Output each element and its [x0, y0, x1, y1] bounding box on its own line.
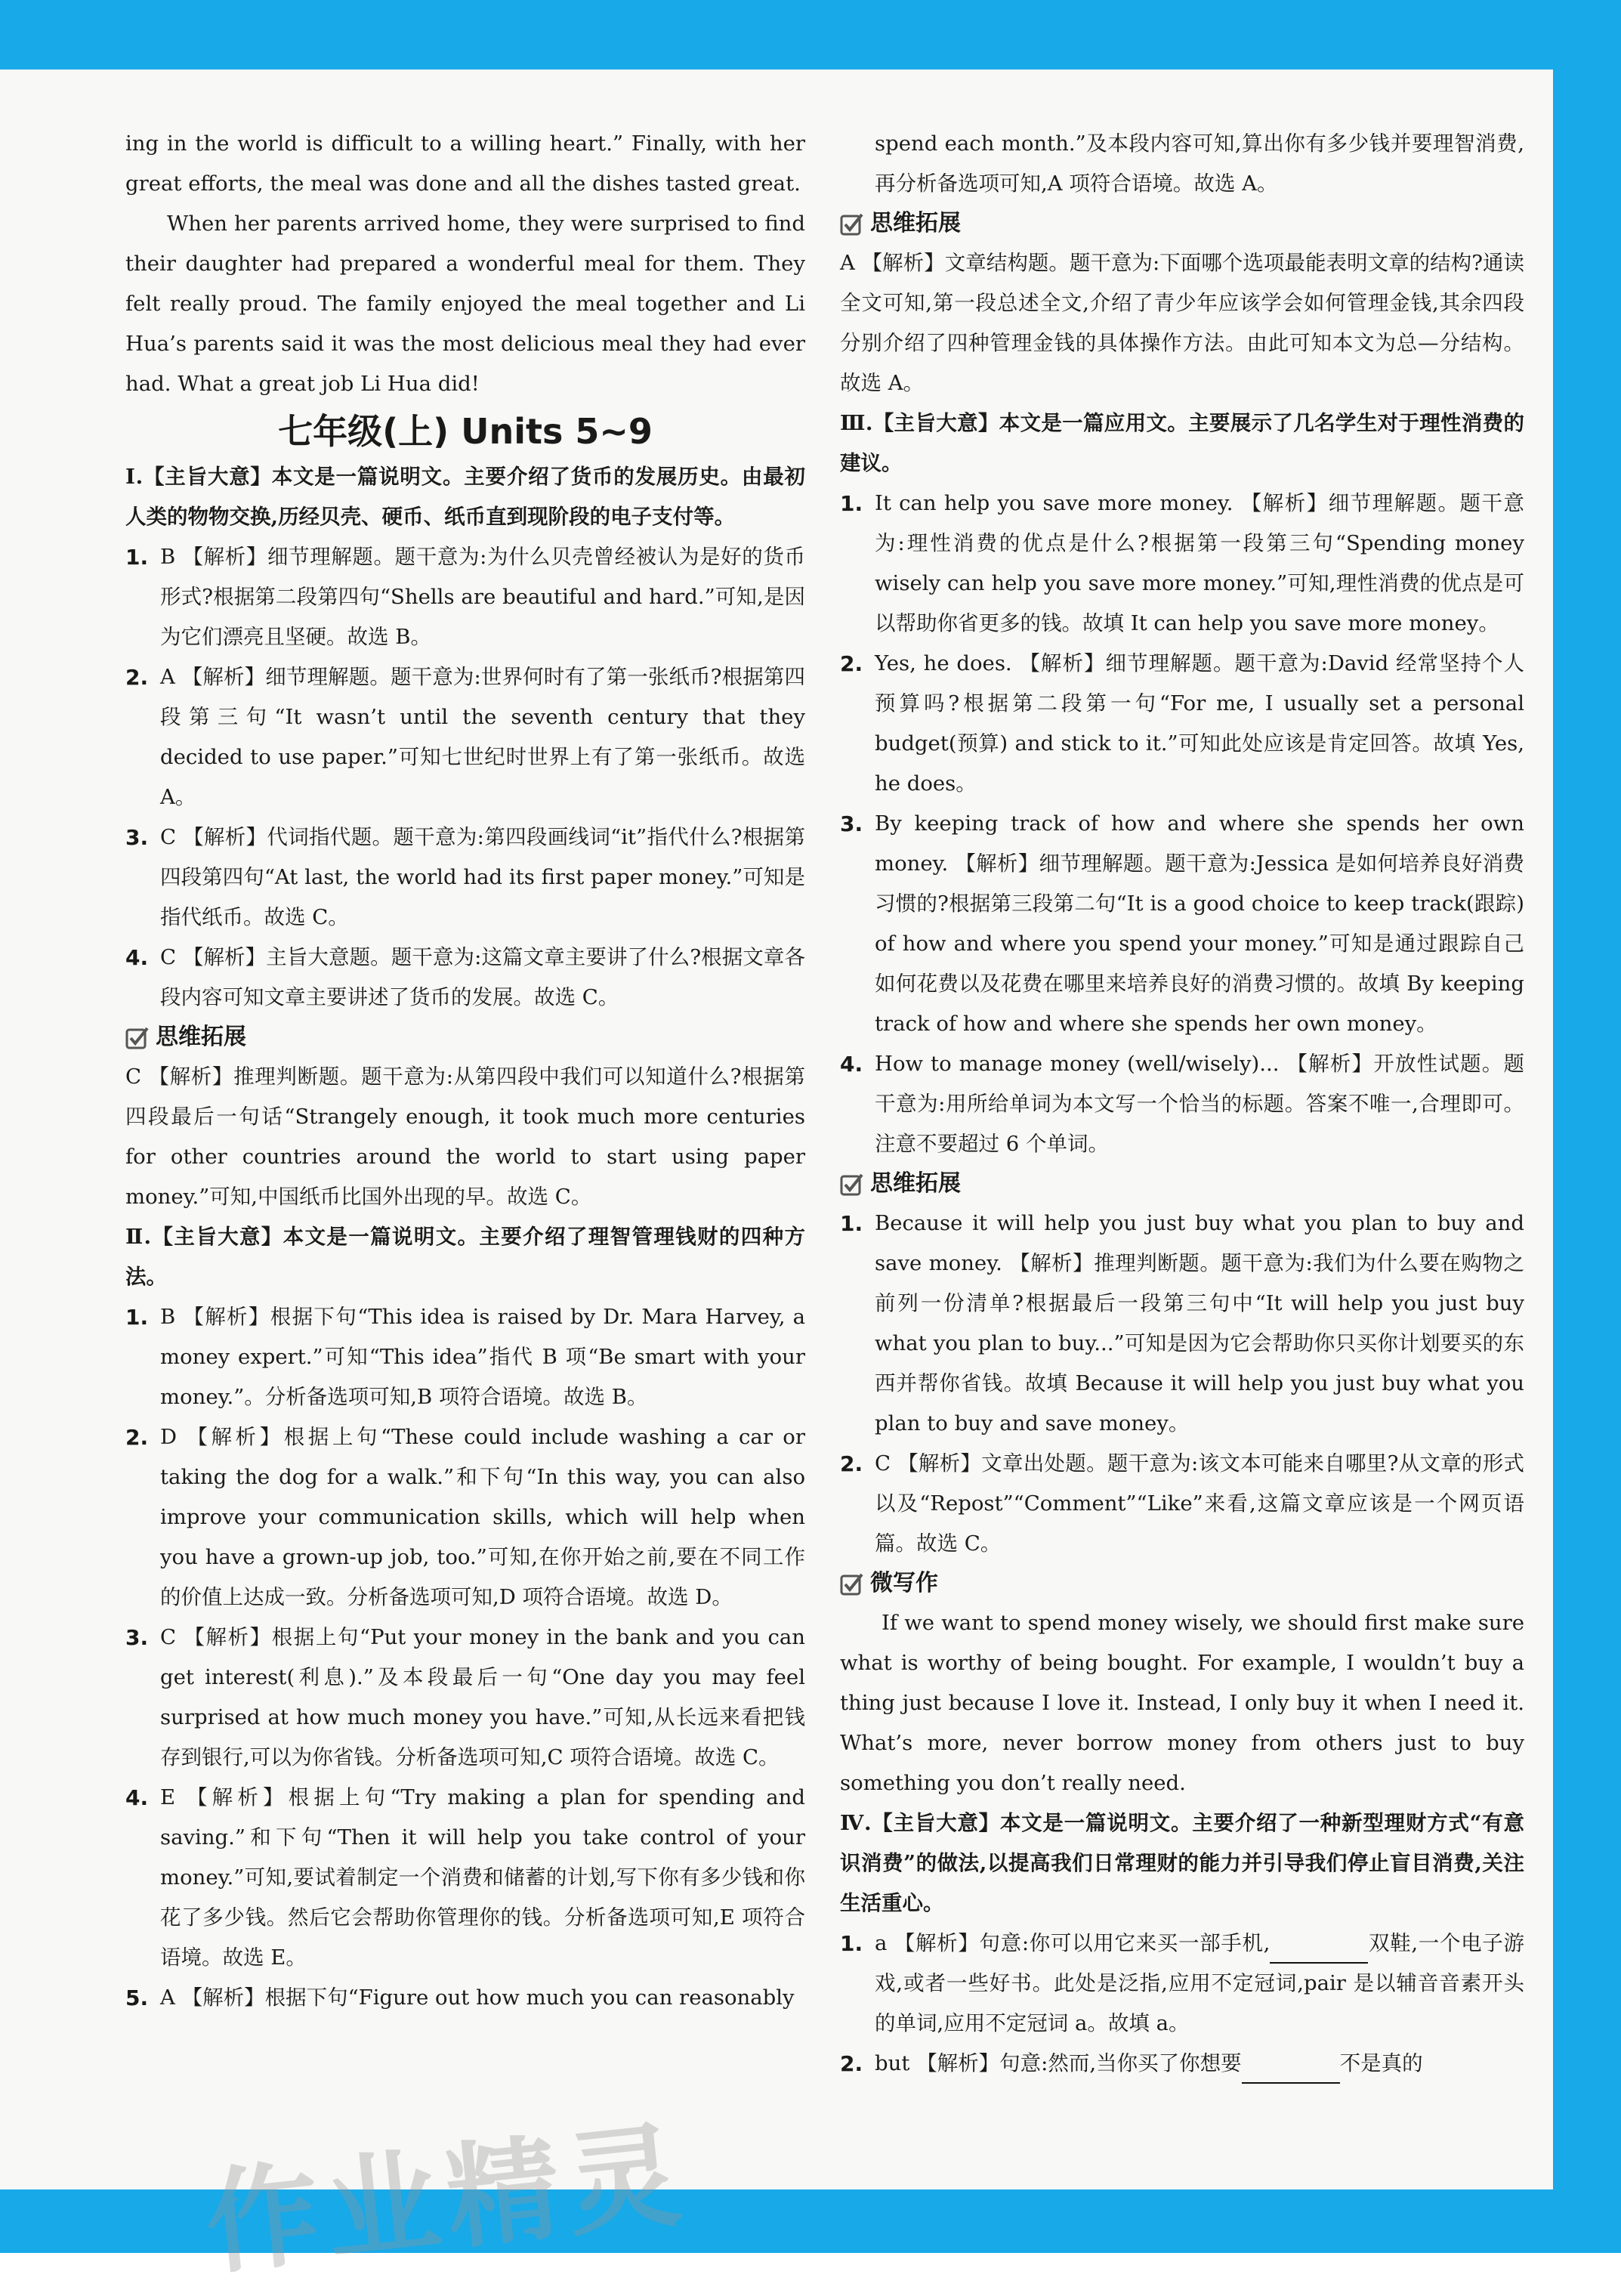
item-text	[875, 2044, 1524, 2084]
item-text: C 【解析】代词指代题。题干意为:第四段画线词“it”指代什么?根据第四段第四句“At last, the world had its first paper money.”可知是指代纸币。故选 C。	[160, 825, 805, 929]
item-text: C 【解析】主旨大意题。题干意为:这篇文章主要讲了什么?根据文章各段内容可知文章主要讲述了货币的发展。故选 C。	[160, 945, 805, 1009]
page-sheet	[0, 70, 1553, 2189]
item-number: 1.	[840, 491, 863, 516]
item-number: 5.	[125, 1985, 149, 2010]
item-text: A 【解析】细节理解题。题干意为:世界何时有了第一张纸币?根据第四段第三句“It wasn’t until the seventh century that they decided to use paper.”可知七世纪时世界上有了第一张纸币。故选 A。	[160, 665, 805, 809]
item-number: 1.	[125, 1305, 149, 1330]
part3-answer-1	[840, 484, 1524, 644]
part2-answer-4	[125, 1778, 805, 1978]
section-title: 微写作	[870, 1570, 938, 1596]
part1-answer-2	[125, 657, 805, 817]
part2-answer-1	[125, 1297, 805, 1417]
section-text: A 【解析】文章结构题。题干意为:下面哪个选项最能表明文章的结构?通读全文可知,第一段总述全文,介绍了青少年应该学会如何管理金钱,其余四段分别介绍了四种管理金钱的具体操作方法。由此可知本文为总—分结构。故选 A。	[840, 251, 1524, 395]
item-number: 2.	[125, 1425, 149, 1450]
item-text: How to manage money (well/wisely)... 【解析】开放性试题。题干意为:用所给单词为本文写一个恰当的标题。答案不唯一,合理即可。注意不要超过 6 个单词。	[875, 1052, 1524, 1156]
section-text: C 【解析】推理判断题。题干意为:从第四段中我们可以知道什么?根据第四段最后一句话“Strangely enough, it took much more centuries for other countries around the world to start using paper money.”可知,中国纸币比国外出现的早。故选 C。	[125, 1065, 805, 1209]
item-text-part: a 【解析】句意:你可以用它来买一部手机,	[875, 1931, 1271, 1955]
part4-summary: Ⅳ.【主旨大意】本文是一篇说明文。主要介绍了一种新型理财方式“有意识消费”的做法,以提高我们日常理财的能力并引导我们停止盲目消费,关注生活重心。	[840, 1811, 1524, 1915]
part2-answer-5	[125, 1978, 805, 2018]
part3-answer-4	[840, 1044, 1524, 1164]
item-text: A 【解析】根据下句“Figure out how much you can reasonably	[160, 1985, 795, 2010]
section-thinking-expansion-1	[125, 1018, 805, 1057]
section-title: 思维拓展	[156, 1024, 246, 1050]
item-text: Because it will help you just buy what you plan to buy and save money. 【解析】推理判断题。题干意为:我们为什么要在购物之前列一份清单?根据最后一段第三句中“It will help you just buy what you plan to buy...”可知是因为它会帮助你只买你计划要买的东西并帮你省钱。故填 Because it will help you just buy what you plan to buy and save money。	[875, 1211, 1524, 1435]
intro-paragraph-2: When her parents arrived home, they were surprised to find their daughter had prepared a wonderful meal for them. They felt really proud. The family enjoyed the meal together and Li Hua’s parents said it was the most delicious meal they had ever had. What a great job Li Hua did!	[125, 212, 805, 396]
part3-answer-3	[840, 804, 1524, 1044]
watermark-logo: 作业精灵	[199, 2109, 694, 2291]
part4-answer-1	[840, 1924, 1524, 2044]
item-text-part: but 【解析】句意:然而,当你买了你想要	[875, 2051, 1242, 2075]
section-thinking-expansion-2	[840, 204, 1524, 243]
intro-paragraph-1: ing in the world is difficult to a willing heart.” Finally, with her great efforts, the meal was done and all the dishes tasted great.	[125, 131, 805, 196]
checkbox-check-icon	[840, 1172, 864, 1196]
item-number: 3.	[840, 811, 863, 836]
fill-blank	[1242, 2062, 1340, 2084]
item-number: 2.	[840, 651, 863, 676]
part2-answer-2	[125, 1417, 805, 1618]
item-number: 2.	[125, 665, 149, 690]
item-text: It can help you save more money. 【解析】细节理解题。题干意为:理性消费的优点是什么?根据第一段第三句“Spending money wisely can help you save more money.”可知,理性消费的优点是可以帮助你省更多的钱。故填 It can help you save more money。	[875, 491, 1524, 635]
part1-summary: Ⅰ.【主旨大意】本文是一篇说明文。主要介绍了货币的发展历史。由最初人类的物物交换,历经贝壳、硬币、纸币直到现阶段的电子支付等。	[125, 465, 805, 529]
fill-blank	[1270, 1942, 1368, 1964]
item-number: 3.	[125, 825, 149, 850]
part1-answer-1	[125, 537, 805, 657]
item-number: 2.	[840, 1451, 863, 1476]
item-text-part: 不是真的	[1339, 2051, 1423, 2075]
item-text	[875, 1924, 1524, 2044]
item-text-part: 双鞋,一个电子游戏,或者一些好书。此处是泛指,应用不定冠词,pair 是以辅音音素开头的单词,应用不定冠词 a。故填 a。	[875, 1931, 1524, 2035]
sec3-answer-2	[840, 1444, 1524, 1564]
item-number: 3.	[125, 1625, 149, 1650]
right-column	[840, 124, 1524, 2084]
continued-text: spend each month.”及本段内容可知,算出你有多少钱并要理智消费,再分析备选项可知,A 项符合语境。故选 A。	[875, 131, 1524, 196]
top-blue-band	[0, 0, 1621, 70]
item-text: E 【解析】根据上句“Try making a plan for spending and saving.”和下句“Then it will help you take control of your money.”可知,要试着制定一个消费和储蓄的计划,写下你有多少钱和你花了多少钱。然后它会帮助你管理你的钱。分析备选项可知,E 项符合语境。故选 E。	[160, 1785, 805, 1970]
part4-answer-2	[840, 2044, 1524, 2084]
item-text: Yes, he does. 【解析】细节理解题。题干意为:David 经常坚持个人预算吗?根据第二段第一句“For me, I usually set a personal budget(预算) and stick to it.”可知此处应该是肯定回答。故填 Yes, he does。	[875, 651, 1524, 796]
checkbox-check-icon	[840, 1571, 864, 1596]
item-text: B 【解析】细节理解题。题干意为:为什么贝壳曾经被认为是好的货币形式?根据第二段第四句“Shells are beautiful and hard.”可知,是因为它们漂亮且坚硬。故选 B。	[160, 545, 805, 649]
item-number: 1.	[840, 1211, 863, 1236]
section-title: 思维拓展	[870, 1170, 961, 1197]
item-number: 4.	[125, 945, 149, 970]
micro-writing-text: If we want to spend money wisely, we should first make sure what is worthy of being bought. For example, I wouldn’t buy a thing just because I love it. Instead, I only buy it when I need it. What’s more, never borrow money from others just to buy something you don’t really need.	[840, 1611, 1524, 1795]
part1-answer-3	[125, 817, 805, 938]
left-column	[125, 124, 805, 2018]
item-number: 2.	[840, 2051, 863, 2076]
part3-summary: Ⅲ.【主旨大意】本文是一篇应用文。主要展示了几名学生对于理性消费的建议。	[840, 411, 1524, 475]
part3-answer-2	[840, 644, 1524, 804]
right-blue-band	[1553, 0, 1621, 2253]
item-number: 1.	[125, 545, 149, 570]
part2-summary: Ⅱ.【主旨大意】本文是一篇说明文。主要介绍了理智管理钱财的四种方法。	[125, 1225, 805, 1289]
part2-answer-3	[125, 1618, 805, 1778]
section-title: 思维拓展	[870, 210, 961, 236]
item-text: D 【解析】根据上句“These could include washing a car or taking the dog for a walk.”和下句“In this way, you can also improve your communication skills, which will help when you have a grown-up job, too.”可知,在你开始之前,要在不同工作的价值上达成一致。分析备选项可知,D 项符合语境。故选 D。	[160, 1425, 805, 1609]
checkbox-check-icon	[840, 212, 864, 236]
item-number: 1.	[840, 1931, 863, 1956]
item-number: 4.	[840, 1052, 863, 1077]
item-number: 4.	[125, 1785, 149, 1810]
sec3-answer-1	[840, 1204, 1524, 1444]
unit-title: 七年级(上) Units 5~9	[278, 411, 653, 452]
item-text: B 【解析】根据下句“This idea is raised by Dr. Mara Harvey, a money expert.”可知“This idea”指代 B 项“Be smart with your money.”。分析备选项可知,B 项符合语境。故选 B。	[160, 1305, 805, 1409]
section-micro-writing	[840, 1564, 1524, 1603]
item-text: By keeping track of how and where she spends her own money. 【解析】细节理解题。题干意为:Jessica 是如何培养良好消费习惯的?根据第三段第二句“It is a good choice to keep track(跟踪) of how and where you spend your money.”可知是通过跟踪自己如何花费以及花费在哪里来培养良好的消费习惯的。故填 By keeping track of how and where she spends her own money。	[875, 811, 1524, 1036]
part1-answer-4	[125, 938, 805, 1018]
item-text: C 【解析】根据上句“Put your money in the bank and you can get interest(利息).”及本段最后一句“One day you may feel surprised at how much money you have.”可知,从长远来看把钱存到银行,可以为你省钱。分析备选项可知,C 项符合语境。故选 C。	[160, 1625, 805, 1769]
checkbox-check-icon	[125, 1025, 150, 1049]
section-thinking-expansion-3	[840, 1164, 1524, 1204]
item-text: C 【解析】文章出处题。题干意为:该文本可能来自哪里?从文章的形式以及“Repost”“Comment”“Like”来看,这篇文章应该是一个网页语篇。故选 C。	[875, 1451, 1524, 1556]
